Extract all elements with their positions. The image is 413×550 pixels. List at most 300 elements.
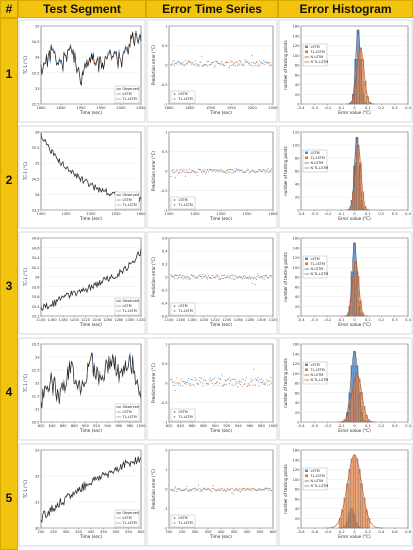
- errors-4-lstm-point: [233, 385, 234, 386]
- errors-5-lstm-point: [186, 486, 187, 487]
- segment-4-ytick-label: 30.5: [31, 420, 40, 425]
- errors-3-lstm-point: [183, 276, 184, 277]
- errors-2-tl-lstm-point: [197, 172, 198, 173]
- segment-3-xlabel: Time (sec): [80, 322, 102, 327]
- errors-1-lstm-point: [179, 62, 180, 63]
- errors-4-lstm-point: [215, 383, 216, 384]
- errors-3-lstm-point: [208, 275, 209, 276]
- errors-1-lstm-point: [195, 60, 196, 61]
- errors-4-lstm-point: [226, 380, 227, 381]
- histogram-4-xtick-label: 0: [353, 424, 356, 428]
- histogram-5-ytick-label: 0: [297, 526, 300, 531]
- histogram-2-ytick-label: 100: [292, 143, 300, 148]
- errors-4-lstm-point: [223, 385, 224, 386]
- histogram-2-xtick-label: -0.3: [310, 212, 318, 216]
- errors-4-tl-lstm-point: [261, 379, 262, 380]
- histogram-2-ytick-label: 40: [294, 182, 300, 187]
- errors-2-lstm-point: [221, 169, 222, 170]
- errors-2-tl-lstm-point: [204, 169, 205, 170]
- errors-3-lstm-point: [217, 276, 218, 277]
- errors-1-legend-entry: TL-LSTM: [178, 97, 193, 101]
- errors-5-lstm-point: [255, 489, 256, 490]
- errors-1-lstm-point: [249, 62, 250, 63]
- errors-3-tl-lstm-point: [242, 278, 243, 279]
- histogram-3-xtick-label: 0: [353, 318, 356, 322]
- histogram-1-xtick-label: 0.4: [405, 106, 411, 110]
- errors-1-lstm-point: [257, 65, 258, 66]
- errors-3-lstm-point: [262, 277, 263, 278]
- segment-3-ytick-label: 34.4: [31, 256, 40, 260]
- errors-2-tl-lstm-point: [177, 169, 178, 170]
- errors-4-tl-lstm-point: [216, 382, 217, 383]
- segment-4-xtick-label: 1000: [136, 424, 146, 428]
- histogram-5-xtick-label: -0.4: [324, 530, 332, 534]
- errors-1-tl-lstm-point: [261, 61, 262, 62]
- errors-2-lstm-point: [263, 169, 264, 170]
- histogram-5-legend-entry: TL-LSTM: [310, 474, 325, 478]
- segment-3-xtick-label: 1140: [36, 318, 46, 322]
- errors-2-tl-lstm-point: [206, 171, 207, 172]
- errors-5-ytick-label: 2: [165, 448, 168, 453]
- errors-5-tl-lstm-point: [232, 488, 233, 489]
- histogram-3-ytick-label: 60: [294, 285, 300, 290]
- errors-4-lstm-point: [262, 382, 263, 383]
- errors-4-lstm-point: [181, 378, 182, 379]
- errors-2-tl-lstm-point: [174, 172, 175, 173]
- errors-5-lstm-point: [207, 489, 208, 490]
- segment-3-xtick-label: 1200: [69, 318, 79, 322]
- errors-4-xtick-label: 960: [246, 424, 254, 428]
- errors-1-lstm-point: [185, 60, 186, 61]
- histogram-2-xtick-label: 0: [353, 212, 356, 216]
- errors-2-tl-lstm-point: [201, 172, 202, 173]
- histogram-4-ytick-label: 160: [292, 342, 300, 347]
- histogram-5-ytick-label: 160: [292, 448, 300, 453]
- errors-2-lstm-point: [189, 169, 190, 170]
- segment-3-xtick-label: 1180: [58, 318, 68, 322]
- errors-3-tl-lstm-point: [255, 278, 256, 279]
- errors-5-legend-entry: LSTM: [178, 516, 188, 520]
- histogram-1-ytick-label: 80: [294, 63, 300, 68]
- errors-4-tl-lstm-point: [199, 380, 200, 381]
- errors-2-tl-lstm-point: [181, 172, 182, 173]
- row-label-5: 5: [5, 491, 13, 505]
- row-label-1: 1: [5, 67, 13, 81]
- errors-5-tl-lstm-point: [186, 488, 187, 489]
- segment-1-xtick-label: 1850: [56, 106, 66, 110]
- histogram-4-xtick-label: 0.1: [365, 424, 371, 428]
- errors-3-ytick-label: -0.4: [160, 301, 168, 306]
- errors-3-tl-lstm-point: [268, 277, 269, 278]
- errors-5-tl-lstm-point: [230, 488, 231, 489]
- histogram-5-xtick-label: 0.6: [391, 530, 398, 534]
- segment-3-ytick-label: 34.6: [31, 246, 40, 251]
- errors-2-legend-entry: LSTM: [178, 198, 188, 202]
- errors-1-ytick-label: -1: [163, 102, 168, 107]
- errors-5-lstm-point: [172, 490, 173, 491]
- histogram-2-xtick-label: -0.1: [337, 212, 345, 216]
- segment-3-ytick-label: 34.8: [31, 236, 40, 241]
- errors-1-lstm-point: [247, 60, 248, 61]
- errors-5-lstm-point: [230, 489, 231, 490]
- errors-2-xtick-label: 1500: [216, 212, 226, 216]
- errors-5-legend-entry: TL-LSTM: [178, 521, 193, 525]
- errors-5-ytick-label: 0: [165, 487, 168, 492]
- errors-1-tl-lstm-point: [190, 62, 191, 63]
- errors-4-ytick-label: -1: [163, 420, 168, 425]
- errors-1-tl-lstm-point: [207, 66, 208, 67]
- errors-4-lstm-point: [217, 381, 218, 382]
- errors-2-tl-lstm-point: [239, 171, 240, 172]
- errors-3-xtick-label: 1240: [222, 318, 232, 322]
- errors-4-tl-lstm-point: [181, 380, 182, 381]
- histogram-4-ytick-label: 60: [294, 391, 300, 396]
- errors-3-lstm-point: [212, 275, 213, 276]
- segment-1-legend-entry: TL-LSTM: [122, 97, 137, 101]
- errors-1-legend-swatch: [174, 93, 176, 95]
- errors-1-tl-lstm-point: [213, 61, 214, 62]
- errors-3-tl-lstm-point: [197, 277, 198, 278]
- errors-4-legend-entry: LSTM: [178, 410, 188, 414]
- errors-3-tl-lstm-point: [233, 275, 234, 276]
- segment-5-xtick-label: 400: [87, 530, 95, 534]
- errors-2-tl-lstm-point: [230, 169, 231, 170]
- errors-5-tl-lstm-point: [193, 488, 194, 489]
- errors-2-tl-lstm-point: [212, 171, 213, 172]
- errors-4-tl-lstm-point: [180, 385, 181, 386]
- errors-4-lstm-point: [224, 384, 225, 385]
- errors-4-tl-lstm-point: [217, 385, 218, 386]
- errors-1-xtick-label: 1950: [226, 106, 236, 110]
- histogram-1-ytick-label: 120: [292, 44, 300, 48]
- segment-2-xtick-label: 1600: [136, 212, 146, 216]
- errors-3-lstm-point: [194, 275, 195, 276]
- errors-1-tl-lstm-point: [177, 63, 178, 64]
- errors-3-tl-lstm-point: [217, 275, 218, 276]
- errors-4-tl-lstm-point: [229, 383, 230, 384]
- errors-2-lstm-point: [179, 172, 180, 173]
- errors-2-tl-lstm-point: [242, 172, 243, 173]
- errors-4-xtick-label: 900: [211, 424, 219, 428]
- errors-5-lstm-point: [188, 490, 189, 491]
- histogram-2-ytick-label: 60: [294, 169, 300, 174]
- errors-1-ylabel: Prediction error (°C): [151, 44, 156, 86]
- errors-1-lstm-point: [208, 61, 209, 62]
- errors-2-lstm-point: [172, 170, 173, 171]
- errors-1-tl-lstm-point: [246, 62, 247, 63]
- errors-2-tl-lstm-point: [200, 169, 201, 170]
- header-error-time-series: Error Time Series: [146, 0, 278, 18]
- errors-1-lstm-point: [252, 55, 253, 56]
- segment-3-ytick-label: 34: [34, 275, 40, 280]
- errors-3-ytick-label: 0: [165, 275, 168, 280]
- errors-4-lstm-point: [214, 378, 215, 379]
- errors-3-lstm-point: [207, 279, 208, 280]
- errors-4-tl-lstm-point: [220, 379, 221, 380]
- segment-5-ytick-label: 30: [34, 526, 40, 531]
- histogram-3-xlabel: Error value (°C): [338, 322, 371, 327]
- segment-1-xtick-label: 1900: [76, 106, 86, 110]
- errors-5-tl-lstm-point: [190, 489, 191, 490]
- errors-3-lstm-point: [243, 276, 244, 277]
- errors-1-lstm-point: [239, 60, 240, 61]
- errors-5-lstm-point: [231, 492, 232, 493]
- errors-4-lstm-point: [250, 381, 251, 382]
- histogram-4-ytick-label: 0: [297, 420, 300, 425]
- errors-4-tl-lstm-point: [193, 384, 194, 385]
- segment-2-xtick-label: 1500: [86, 212, 96, 216]
- segment-1-ytick-label: 34.5: [31, 40, 40, 45]
- errors-3-lstm-point: [176, 275, 177, 276]
- errors-5-lstm-point: [202, 489, 203, 490]
- errors-4-legend-swatch: [174, 416, 176, 418]
- errors-5-lstm-point: [244, 488, 245, 489]
- errors-1-tl-lstm-point: [239, 64, 240, 65]
- histogram-1-tl-bar: [364, 81, 366, 104]
- errors-3-lstm-point: [199, 274, 200, 275]
- histogram-1-legend-entry: N LSTM: [310, 55, 324, 59]
- histogram-1-ytick-label: 140: [292, 34, 300, 39]
- errors-4-lstm-point: [263, 380, 264, 381]
- segment-5-ytick-label: 32: [34, 474, 40, 479]
- errors-4-tl-lstm-point: [235, 384, 236, 385]
- histogram-5-legend-entry: LSTM: [310, 469, 320, 473]
- errors-3-tl-lstm-point: [262, 278, 263, 279]
- errors-4-tl-lstm-point: [236, 383, 237, 384]
- errors-4-lstm-point: [178, 384, 179, 385]
- errors-4-lstm-point: [186, 382, 187, 383]
- histogram-4-ytick-label: 120: [292, 362, 300, 366]
- errors-5-lstm-point: [197, 490, 198, 491]
- errors-3-tl-lstm-point: [251, 277, 252, 278]
- segment-3-xtick-label: 1240: [91, 318, 102, 322]
- segment-5-ylabel: TC-1 (°C): [23, 479, 28, 499]
- errors-1-lstm-point: [186, 63, 187, 64]
- errors-4-tl-lstm-point: [204, 385, 205, 386]
- errors-3-tl-lstm-point: [178, 277, 179, 278]
- errors-3-tl-lstm-point: [245, 277, 246, 278]
- errors-3-lstm-point: [231, 278, 232, 279]
- errors-4-tl-lstm-point: [174, 385, 175, 386]
- errors-4-lstm-point: [204, 379, 205, 380]
- errors-2-lstm-point: [192, 170, 193, 171]
- histogram-1-tl-bar: [355, 81, 357, 104]
- errors-2-lstm-point: [215, 170, 216, 171]
- errors-3-lstm-point: [247, 277, 248, 278]
- errors-1-ytick-label: 1: [165, 24, 168, 29]
- errors-1-tl-lstm-point: [230, 62, 231, 63]
- segment-2-legend-entry: Observed: [122, 193, 139, 197]
- errors-5-lstm-point: [234, 489, 235, 490]
- errors-2-lstm-point: [202, 170, 203, 171]
- segment-2-xlabel: Time (sec): [80, 216, 102, 221]
- segment-5-xtick-label: 250: [50, 530, 57, 534]
- errors-5-xtick-label: 550: [256, 530, 264, 534]
- histogram-2-legend-entry: N TL-LSTM: [310, 166, 329, 170]
- segment-5-xtick-label: 550: [125, 530, 132, 534]
- errors-2-tl-lstm-point: [225, 172, 226, 173]
- errors-4-ytick-label: 0: [165, 381, 168, 386]
- errors-3-ytick-label: 0.6: [161, 236, 168, 241]
- errors-5-tl-lstm-point: [174, 490, 175, 491]
- segment-4-xtick-label: 940: [104, 424, 112, 428]
- errors-5-lstm-point: [170, 489, 171, 490]
- errors-5-tl-lstm-point: [213, 488, 214, 489]
- errors-4-xtick-label: 940: [234, 424, 242, 428]
- errors-5-xtick-label: 300: [191, 530, 199, 534]
- errors-3-lstm-point: [178, 275, 179, 276]
- histogram-3-ytick-label: 40: [294, 295, 300, 299]
- errors-1-tl-lstm-point: [242, 65, 243, 66]
- errors-1-tl-lstm-point: [206, 65, 207, 66]
- errors-3-lstm-point: [257, 273, 258, 274]
- histogram-1-ytick-label: 0: [297, 102, 300, 107]
- histogram-2-legend-swatch: [305, 152, 308, 155]
- errors-4-lstm-point: [198, 384, 199, 385]
- errors-2-lstm-point: [231, 172, 232, 173]
- histogram-2-tl-bar: [359, 163, 361, 210]
- errors-4-lstm-point: [247, 385, 248, 386]
- segment-5-xtick-label: 350: [75, 530, 82, 534]
- errors-3-tl-lstm-point: [220, 278, 221, 279]
- segment-4-xtick-label: 980: [126, 424, 134, 428]
- errors-4-lstm-point: [175, 390, 176, 391]
- segment-3-xtick-label: 1220: [80, 318, 91, 322]
- histogram-1-xtick-label: 0.3: [391, 106, 398, 110]
- histogram-1-legend-entry: N TL-LSTM: [310, 60, 329, 64]
- errors-1-tl-lstm-point: [257, 62, 258, 63]
- segment-1-ytick-label: 32.5: [31, 102, 40, 107]
- errors-5-lstm-point: [176, 491, 177, 492]
- errors-4-lstm-point: [231, 384, 232, 385]
- errors-4-lstm-point: [191, 379, 192, 380]
- errors-4-lstm-point: [173, 381, 174, 382]
- errors-1-tl-lstm-point: [183, 62, 184, 63]
- errors-5-tl-lstm-point: [245, 490, 246, 491]
- errors-1-tl-lstm-point: [248, 63, 249, 64]
- errors-3-lstm-point: [236, 278, 237, 279]
- errors-3-tl-lstm-point: [181, 277, 182, 278]
- histogram-5-ytick-label: 40: [294, 507, 300, 511]
- errors-1-tl-lstm-point: [244, 65, 245, 66]
- errors-2-lstm-point: [241, 169, 242, 170]
- histogram-1-legend-swatch: [305, 46, 308, 49]
- errors-3-legend-entry: TL-LSTM: [178, 309, 193, 313]
- errors-5-tl-lstm-point: [217, 490, 218, 491]
- errors-4-lstm-point: [218, 378, 219, 379]
- histogram-1-xtick-label: -0.1: [337, 106, 345, 110]
- histogram-2-xtick-label: 0.3: [391, 212, 398, 216]
- errors-3-tl-lstm-point: [207, 277, 208, 278]
- errors-5-tl-lstm-point: [215, 489, 216, 490]
- histogram-1-legend-entry: TL-LSTM: [310, 50, 325, 54]
- errors-3-tl-lstm-point: [271, 276, 272, 277]
- histogram-5-tl-bar: [351, 459, 353, 528]
- errors-5-lstm-point: [249, 489, 250, 490]
- errors-3-tl-lstm-point: [254, 277, 255, 278]
- errors-5-tl-lstm-point: [216, 490, 217, 491]
- errors-3-lstm-point: [218, 279, 219, 280]
- histogram-3-xtick-label: -0.3: [310, 318, 318, 322]
- errors-4-tl-lstm-point: [232, 379, 233, 380]
- errors-3-lstm-point: [188, 276, 189, 277]
- errors-4-lstm-point: [246, 377, 247, 378]
- errors-1-tl-lstm-point: [252, 65, 253, 66]
- errors-2-xtick-label: 1400: [164, 212, 174, 216]
- errors-3-ytick-label: -0.6: [160, 314, 168, 319]
- errors-3-legend-swatch: [174, 305, 176, 307]
- errors-1-tl-lstm-point: [270, 62, 271, 63]
- errors-3-xtick-label: 1300: [256, 318, 267, 322]
- errors-1-tl-lstm-point: [174, 65, 175, 66]
- errors-1-tl-lstm-point: [199, 66, 200, 67]
- histogram-1-ytick-label: 60: [294, 73, 300, 78]
- segment-5-xtick-label: 450: [100, 530, 107, 534]
- errors-3-xtick-label: 1220: [210, 318, 220, 322]
- errors-3-tl-lstm-point: [215, 277, 216, 278]
- errors-3-lstm-point: [249, 276, 250, 277]
- segment-2-ytick-label: 34: [34, 192, 40, 197]
- errors-4-lstm-point: [212, 379, 213, 380]
- errors-4-tl-lstm-point: [238, 380, 239, 381]
- segment-2-ylabel: TC-1 (°C): [23, 161, 28, 181]
- histogram-5-ytick-label: 80: [294, 487, 300, 492]
- errors-5-legend-swatch: [174, 517, 176, 519]
- histogram-1-tl-bar: [359, 48, 361, 104]
- errors-2-lstm-point: [249, 172, 250, 173]
- histogram-5-legend-swatch: [305, 470, 308, 473]
- histogram-4-ylabel: number of testing points: [283, 358, 288, 408]
- errors-5-tl-lstm-point: [236, 490, 237, 491]
- histogram-3-tl-bar: [355, 261, 357, 316]
- errors-1-tl-lstm-point: [203, 65, 204, 66]
- errors-2-tl-lstm-point: [172, 172, 173, 173]
- segment-1-xtick-label: 2000: [116, 106, 126, 110]
- errors-3-lstm-point: [227, 275, 228, 276]
- errors-5-lstm-point: [241, 490, 242, 491]
- histogram-2-xtick-label: -0.2: [324, 212, 332, 216]
- errors-4-tl-lstm-point: [270, 381, 271, 382]
- segment-4-legend-entry: LSTM: [122, 410, 132, 414]
- errors-1-lstm-point: [233, 65, 234, 66]
- errors-4-xtick-label: 880: [200, 424, 208, 428]
- histogram-4-legend-entry: N TL-LSTM: [310, 378, 329, 382]
- errors-2-tl-lstm-point: [271, 169, 272, 170]
- errors-2-lstm-point: [214, 169, 215, 170]
- errors-4-lstm-point: [179, 383, 180, 384]
- errors-2-tl-lstm-point: [246, 170, 247, 171]
- errors-2-lstm-point: [178, 173, 179, 174]
- histogram-3-ytick-label: 80: [294, 275, 300, 280]
- errors-3-tl-lstm-point: [258, 275, 259, 276]
- errors-2-ytick-label: 0: [165, 169, 168, 174]
- histogram-4-tl-bar: [358, 379, 360, 422]
- segment-3-ytick-label: 33.2: [31, 314, 40, 319]
- errors-4-lstm-point: [199, 377, 200, 378]
- errors-5-tl-lstm-point: [254, 488, 255, 489]
- errors-2-tl-lstm-point: [248, 169, 249, 170]
- errors-4-tl-lstm-point: [242, 386, 243, 387]
- segment-3-legend-entry: Observed: [122, 299, 139, 303]
- errors-2-tl-lstm-point: [196, 172, 197, 173]
- errors-2-tl-lstm-point: [267, 171, 268, 172]
- histogram-3-ylabel: number of testing points: [283, 252, 288, 302]
- errors-4-lstm-point: [270, 377, 271, 378]
- segment-1-ytick-label: 33: [34, 86, 40, 91]
- errors-1-tl-lstm-point: [236, 62, 237, 63]
- errors-1-tl-lstm-point: [171, 65, 172, 66]
- histogram-2-tl-bar: [357, 145, 359, 210]
